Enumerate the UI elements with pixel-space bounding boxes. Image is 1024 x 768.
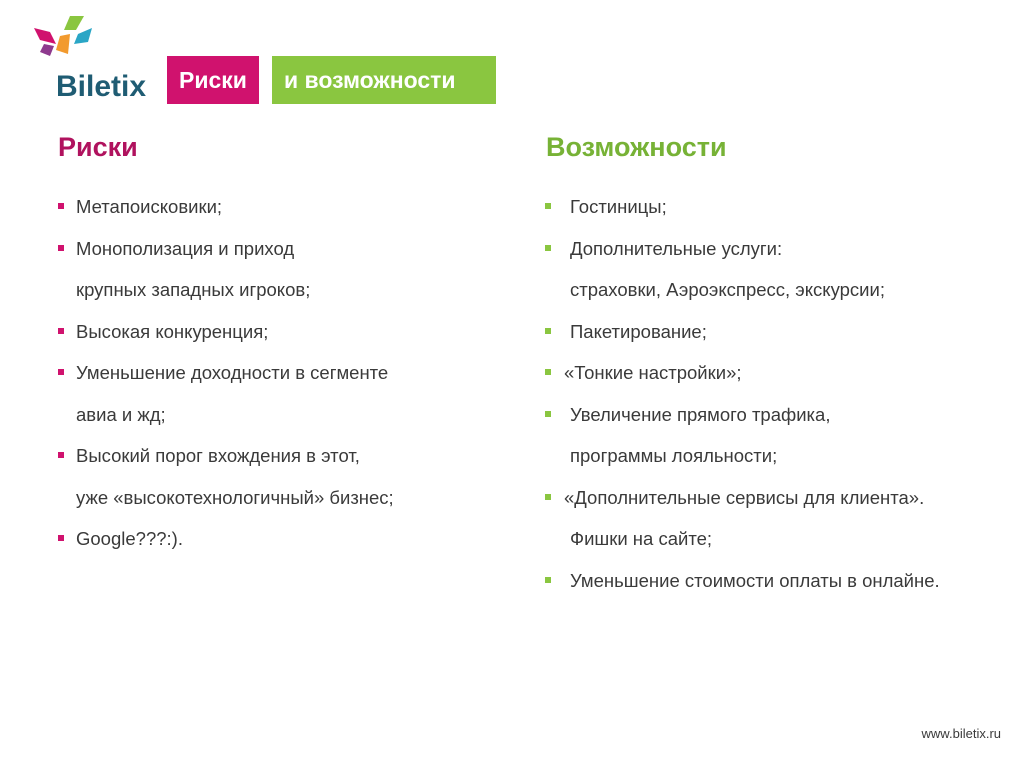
opportunities-item-text: программы лояльности; bbox=[570, 445, 778, 466]
opportunities-item-text: Увеличение прямого трафика, bbox=[570, 403, 831, 425]
risks-item-text: Высокий порог вхождения в этот, bbox=[76, 445, 360, 466]
square-bullet-icon bbox=[58, 328, 64, 334]
square-bullet-icon bbox=[545, 369, 551, 375]
risks-item-text: крупных западных игроков; bbox=[76, 279, 311, 300]
square-bullet-icon bbox=[58, 452, 64, 458]
opportunities-item-text: «Тонкие настройки»; bbox=[564, 362, 742, 383]
opportunities-item-text: Уменьшение стоимости оплаты в онлайне. bbox=[570, 569, 940, 591]
square-bullet-icon bbox=[58, 535, 64, 541]
risks-list-item bbox=[58, 311, 518, 353]
risks-list-item bbox=[58, 394, 518, 436]
opportunities-item-text: Фишки на сайте; bbox=[570, 528, 713, 549]
risks-list-item bbox=[58, 352, 518, 394]
risks-item-text: Высокая конкуренция; bbox=[76, 320, 269, 342]
square-bullet-icon bbox=[545, 328, 551, 334]
risks-item-text: Уменьшение доходности в сегменте bbox=[76, 362, 389, 383]
opportunities-item-text: страховки, Аэроэкспресс, экскурсии; bbox=[570, 279, 885, 300]
risks-title: Риски bbox=[58, 132, 138, 162]
pinwheel-logo-icon bbox=[30, 14, 100, 64]
square-bullet-icon bbox=[545, 411, 551, 417]
logo-wordmark: Biletix bbox=[56, 70, 147, 103]
header-tag-risks: Риски bbox=[167, 56, 259, 104]
risks-list bbox=[58, 186, 518, 560]
header-tag-opportunities: и возможности bbox=[272, 56, 496, 104]
risks-list-item bbox=[58, 269, 518, 311]
opportunities-item-text: «Дополнительные сервисы для клиента». bbox=[564, 486, 925, 508]
opportunities-list-item bbox=[543, 352, 1013, 394]
risks-list-item bbox=[58, 518, 518, 560]
opportunities-item-text: Дополнительные услуги: bbox=[570, 237, 783, 259]
opportunities-list-item bbox=[543, 186, 1013, 228]
opportunities-list-item bbox=[543, 518, 1013, 560]
risks-list-item bbox=[58, 477, 518, 519]
footer-url: www.biletix.ru bbox=[921, 726, 1001, 741]
opportunities-list-item bbox=[543, 477, 1013, 519]
biletix-logo bbox=[30, 14, 160, 103]
opportunities-title: Возможности bbox=[546, 132, 727, 162]
risks-item-text: Монополизация и приход bbox=[76, 237, 295, 259]
square-bullet-icon bbox=[545, 245, 551, 251]
risks-item-text: авиа и жд; bbox=[76, 403, 166, 425]
opportunities-list-item bbox=[543, 311, 1013, 353]
risks-item-text: уже «высокотехнологичный» бизнес; bbox=[76, 486, 394, 508]
opportunities-list-item bbox=[543, 269, 1013, 311]
risks-item-text: Google???:). bbox=[76, 528, 183, 549]
square-bullet-icon bbox=[545, 203, 551, 209]
risks-list-item bbox=[58, 186, 518, 228]
square-bullet-icon bbox=[58, 369, 64, 375]
risks-list-item bbox=[58, 435, 518, 477]
square-bullet-icon bbox=[58, 203, 64, 209]
square-bullet-icon bbox=[545, 577, 551, 583]
opportunities-list-item bbox=[543, 228, 1013, 270]
risks-item-text: Метапоисковики; bbox=[76, 196, 223, 217]
opportunities-item-text: Гостиницы; bbox=[570, 196, 667, 217]
opportunities-list-item bbox=[543, 394, 1013, 436]
square-bullet-icon bbox=[545, 494, 551, 500]
opportunities-list-item bbox=[543, 435, 1013, 477]
risks-list-item bbox=[58, 228, 518, 270]
opportunities-item-text: Пакетирование; bbox=[570, 320, 707, 342]
square-bullet-icon bbox=[58, 245, 64, 251]
opportunities-list-item bbox=[543, 560, 1013, 602]
opportunities-list bbox=[543, 186, 1013, 601]
